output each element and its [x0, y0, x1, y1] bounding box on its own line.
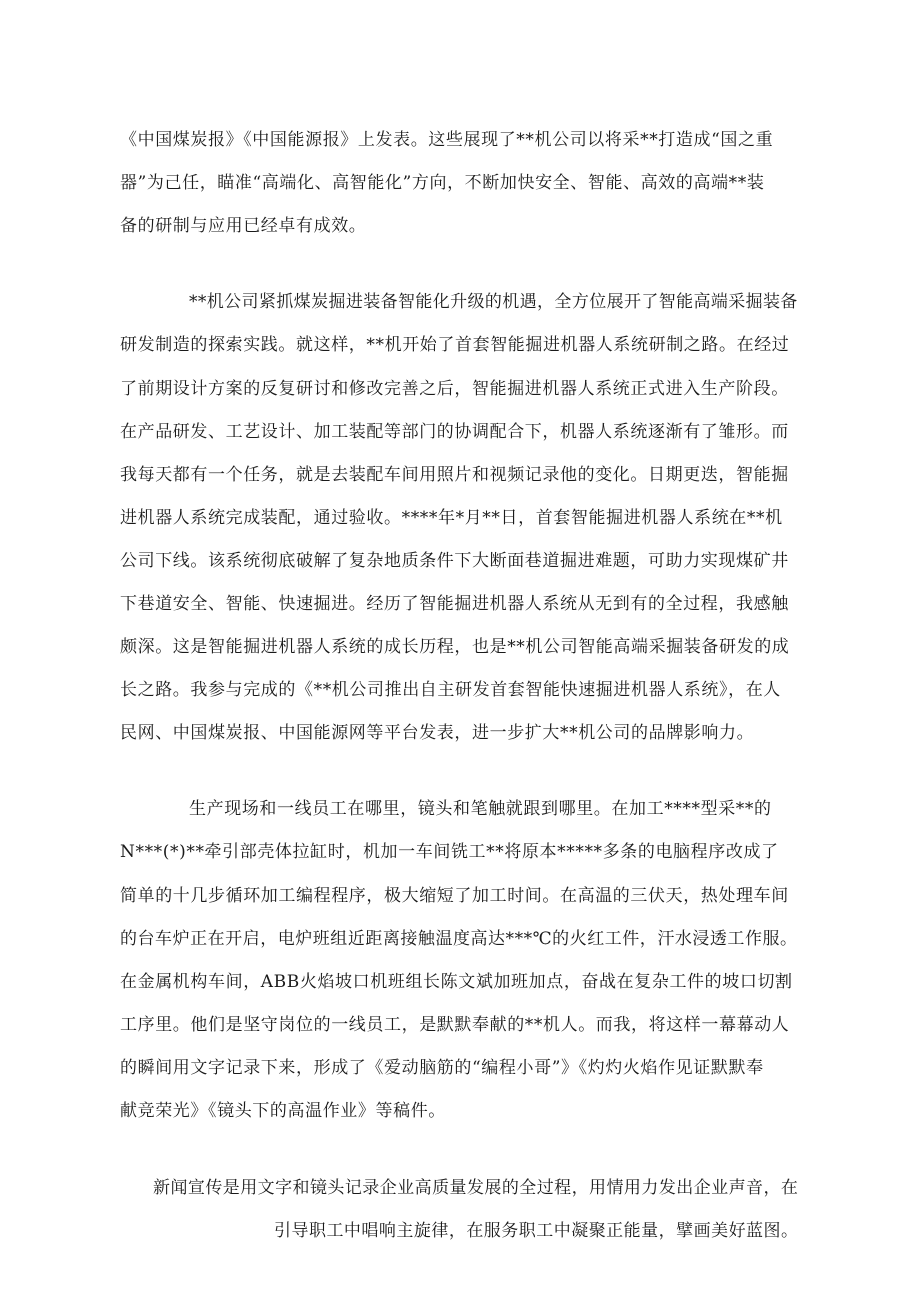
paragraph-3-line-8: 献竞荣光》《镜头下的高温作业》等稿件。	[120, 1101, 446, 1121]
paragraph-2-line-10: 长之路。我参与完成的《**机公司推出自主研发首套智能快速掘进机器人系统》，在人	[120, 680, 781, 700]
paragraph-2-line-11: 民网、中国煤炭报、中国能源网等平台发表，进一步扩大**机公司的品牌影响力。	[120, 723, 755, 743]
paragraph-3-line-7: 的瞬间用文字记录下来，形成了《爱动脑筋的“编程小哥”》《灼灼火焰作见证默默奉	[120, 1058, 764, 1078]
paragraph-4-line-1: 新闻宣传是用文字和镜头记录企业高质量发展的全过程，用情用力发出企业声音，在	[153, 1178, 799, 1198]
paragraph-2-line-5: 我每天都有一个任务，就是去装配车间用照片和视频记录他的变化。日期更迭，智能掘	[120, 465, 789, 485]
paragraph-3-line-5: 在金属机构车间，ABB火焰坡口机班组长陈文斌加班加点，奋战在复杂工件的坡口切割	[120, 972, 793, 992]
paragraph-2-line-4: 在产品研发、工艺设计、加工装配等部门的协调配合下，机器人系统逐渐有了雏形。而	[120, 422, 789, 442]
paragraph-4-line-2: 引导职工中唱响主旋律，在服务职工中凝聚正能量，擘画美好蓝图。	[274, 1221, 799, 1241]
paragraph-1-line-2: 器”为己任，瞄准“高端化、高智能化”方向，不断加快安全、智能、高效的高端**装	[120, 173, 765, 193]
paragraph-1-line-3: 备的研制与应用已经卓有成效。	[120, 216, 367, 236]
paragraph-2-line-6: 进机器人系统完成装配，通过验收。****年*月**日，首套智能掘进机器人系统在**机	[120, 508, 783, 528]
paragraph-2-line-7: 公司下线。该系统彻底破解了复杂地质条件下大断面巷道掘进难题，可助力实现煤矿井	[120, 551, 789, 571]
paragraph-2-line-9: 颇深。这是智能掘进机器人系统的成长历程，也是**机公司智能高端采掘装备研发的成	[120, 637, 790, 657]
paragraph-1-line-1: 《中国煤炭报》《中国能源报》上发表。这些展现了**机公司以将采**打造成“国之重	[120, 130, 774, 150]
paragraph-2-line-8: 下巷道安全、智能、快速掘进。经历了智能掘进机器人系统从无到有的全过程，我感触	[120, 594, 789, 614]
paragraph-3-line-3: 简单的十几步循环加工编程程序，极大缩短了加工时间。在高温的三伏天，热处理车间	[120, 886, 789, 906]
paragraph-3-line-2: N***(*)**牵引部壳体拉缸时，机加一车间铣工**将原本*****多条的电脑程序改成了	[120, 842, 779, 862]
paragraph-2-line-1: **机公司紧抓煤炭掘进装备智能化升级的机遇，全方位展开了智能高端采掘装备	[189, 292, 798, 312]
paragraph-3-line-1: 生产现场和一线员工在哪里，镜头和笔触就跟到哪里。在加工****型采**的	[189, 799, 772, 819]
paragraph-3-line-4: 的台车炉正在开启，电炉班组近距离接触温度高达***℃的火红工件，汗水浸透工作服。	[120, 929, 798, 949]
paragraph-3-line-6: 工序里。他们是坚守岗位的一线员工，是默默奉献的**机人。而我，将这样一幕幕动人	[120, 1015, 790, 1035]
paragraph-2-line-2: 研发制造的探索实践。就这样，**机开始了首套智能掘进机器人系统研制之路。在经过	[120, 335, 790, 355]
paragraph-2-line-3: 了前期设计方案的反复研讨和修改完善之后，智能掘进机器人系统正式进入生产阶段。	[120, 379, 789, 399]
